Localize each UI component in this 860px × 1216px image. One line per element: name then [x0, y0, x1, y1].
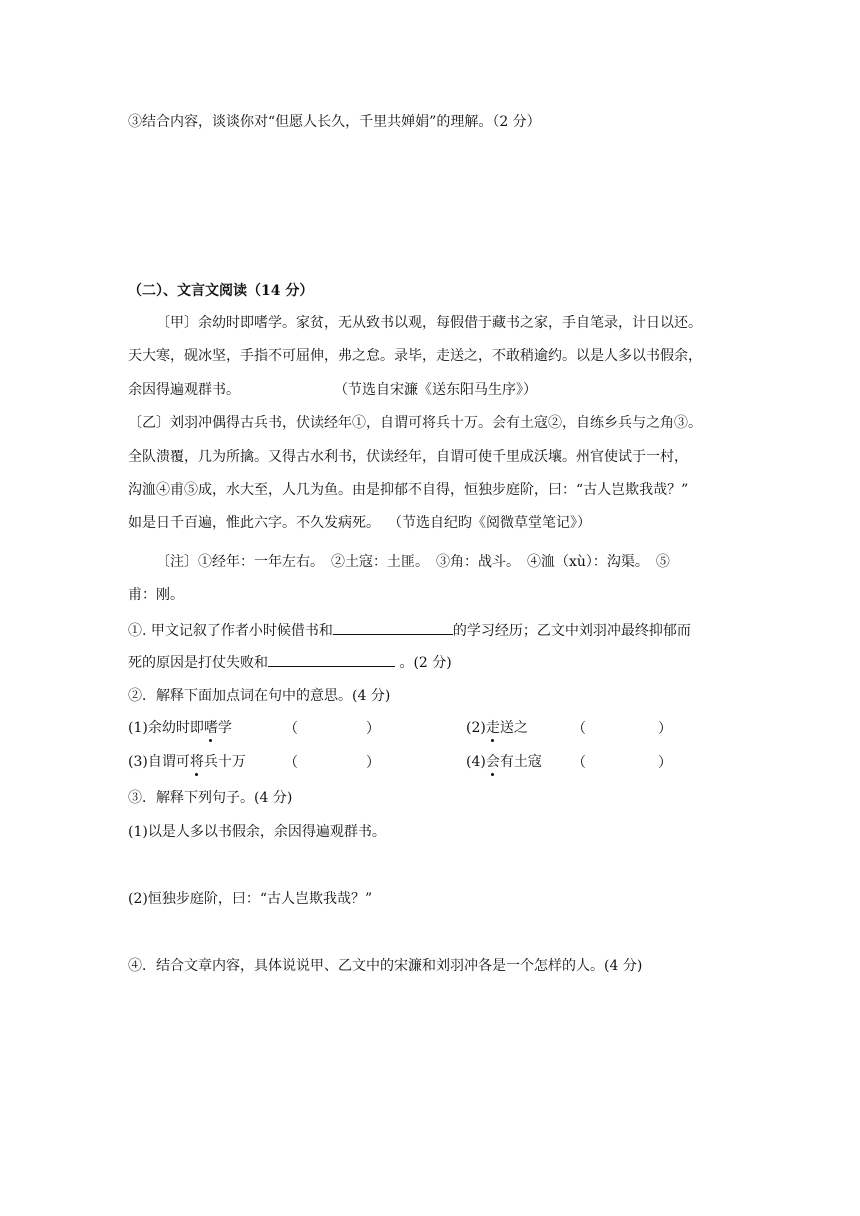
answer-paren-open: （ — [284, 721, 298, 737]
answer-paren-open: （ — [572, 755, 586, 771]
item-text: 兵十万 — [203, 754, 246, 770]
answer-paren-close: ） — [658, 755, 672, 771]
notes-line: 〔注〕①经年：一年左右。 ②土寇：土匪。 ③角：战斗。 ④洫（xù）：沟渠。 ⑤ — [156, 554, 670, 570]
answer-paren-open: （ — [284, 755, 298, 771]
passage-a-line: 余因得遍观群书。 — [128, 382, 240, 398]
question-1-line — [128, 620, 691, 641]
question-2-item — [466, 718, 528, 738]
question-2-item — [466, 752, 542, 772]
answer-paren-open: （ — [572, 721, 586, 737]
answer-paren-close: ） — [658, 721, 672, 737]
question-1-text: 死的原因是打仗失败和 — [128, 655, 268, 671]
question-1-line — [128, 652, 452, 673]
item-text: (3)自谓可 — [128, 754, 190, 770]
passage-b-line: 全队溃覆，几为所擒。又得古水利书，伏读经年，自谓可使千里成沃壤。州官使试于一村， — [128, 449, 688, 465]
dotted-word: 走 — [485, 720, 500, 736]
question-2-item — [128, 752, 246, 772]
question-1-text: 的学习经历；乙文中刘羽冲最终抑郁而 — [452, 623, 691, 639]
question-poem-3: ③结合内容，谈谈你对“但愿人长久，千里共婵娟”的理解。（2 分） — [128, 114, 541, 130]
item-text: 送之 — [499, 720, 528, 736]
dotted-word: 嗜 — [203, 720, 218, 736]
question-2-title: ②．解释下面加点词在句中的意思。(4 分) — [128, 688, 391, 704]
answer-blank-2[interactable] — [268, 652, 395, 667]
question-4: ④．结合文章内容，具体说说甲、乙文中的宋濂和刘羽冲各是一个怎样的人。(4 分) — [128, 958, 643, 974]
question-2-item — [128, 718, 232, 738]
item-text: 有土寇 — [499, 754, 542, 770]
passage-b-line: 如是日千百遍，惟此六字。不久发病死。 — [128, 515, 380, 531]
answer-blank-1[interactable] — [333, 620, 453, 635]
passage-a-source: （节选自宋濂《送东阳马生序》） — [334, 382, 537, 398]
item-text: (1)余幼时即 — [128, 720, 204, 736]
question-3-title: ③．解释下列句子。(4 分) — [128, 790, 293, 806]
section-title: （二）、文言文阅读（14 分） — [128, 283, 314, 299]
passage-b-line: 沟洫④甫⑤成，水大至，人几为鱼。由是抑郁不自得，恒独步庭阶，曰：“古人岂欺我哉？” — [128, 482, 689, 498]
passage-a-line: 〔甲〕余幼时即嗜学。家贫，无从致书以观，每假借于藏书之家，手自笔录，计日以还。 — [156, 315, 702, 331]
question-1-text: 。(2 分) — [399, 655, 452, 671]
item-text: (2) — [466, 720, 486, 736]
answer-paren-close: ） — [366, 721, 380, 737]
dotted-word: 会 — [485, 754, 500, 770]
passage-b-line: 〔乙〕刘羽冲偶得古兵书，伏读经年①，自谓可将兵十万。会有土寇②，自练乡兵与之角③。 — [128, 415, 702, 431]
dotted-word: 将 — [189, 754, 204, 770]
passage-b-source: （节选自纪昀《阅微草堂笔记》） — [388, 515, 591, 531]
item-text: 学 — [217, 720, 232, 736]
passage-a-line: 天大寒，砚冰坚，手指不可屈伸，弗之怠。录毕，走送之，不敢稍逾约。以是人多以书假余， — [128, 348, 702, 364]
item-text: (4) — [466, 754, 486, 770]
answer-paren-close: ） — [366, 755, 380, 771]
notes-line: 甫：刚。 — [128, 587, 184, 603]
question-3-sentence: (2)恒独步庭阶，曰：“古人岂欺我哉？” — [128, 891, 373, 907]
question-1-text: ①. 甲文记叙了作者小时候借书和 — [128, 623, 333, 639]
question-3-sentence: (1)以是人多以书假余，余因得遍观群书。 — [128, 824, 386, 840]
